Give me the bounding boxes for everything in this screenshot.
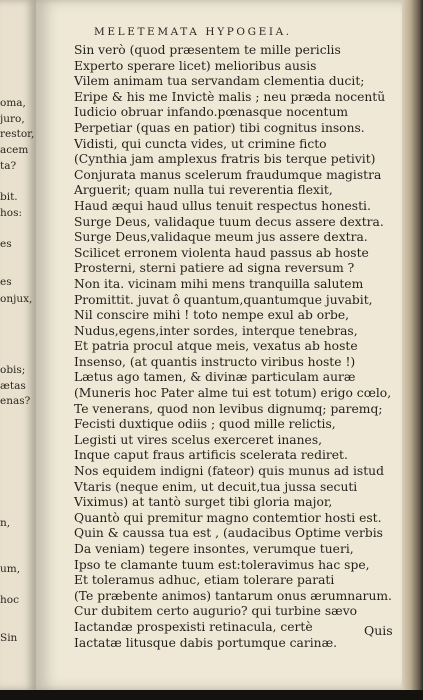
verse-text-block (74, 43, 423, 651)
left-page-fragment: restor, (0, 128, 35, 140)
left-page-fragment: onjux, (0, 293, 33, 305)
verse-line: Sin verò (quod præsentem te mille periclis (74, 43, 341, 57)
left-page-fragment: ta? (0, 160, 17, 172)
left-page-fragment: obis; (0, 364, 26, 376)
bottom-shadow (0, 690, 423, 700)
verse-line: Insenso, (at quantis instructo viribus hoste !) (74, 354, 356, 369)
verse-line: Surge Deus, validaque tuum decus assere dextra. (74, 214, 384, 229)
verse-line: Nudus,egens,inter sordes, interque tenebras, (74, 323, 358, 338)
left-page-fragment: hoc (0, 594, 19, 606)
left-page-fragment: ætas (0, 380, 26, 392)
verse-line: (Te præbente animos) tantarum onus ærumnarum. (74, 588, 392, 603)
left-page-edge (0, 0, 36, 690)
book-page (36, 0, 408, 690)
verse-line: Quantò qui premitur magno contemtior hosti est. (74, 510, 382, 525)
left-page-fragment: n, (0, 517, 11, 529)
left-page-fragment: bit. (0, 191, 18, 203)
verse-line: Prosterni, sterni patiere ad signa reversum ? (74, 261, 355, 276)
running-head: MELETEMATA HYPOGEIA. (94, 26, 292, 38)
verse-line: Iudicio obruar infando.pœnasque nocentum (74, 105, 349, 120)
left-page-fragment: acem (0, 144, 29, 156)
left-page-fragment: es (0, 238, 12, 250)
verse-line: Iactandæ prospexisti retinacula, certè (74, 619, 313, 634)
verse-line: Et toleramus adhuc, etiam tolerare parati (74, 573, 335, 588)
verse-line: Non ita. vicinam mihi mens tranquilla salutem (74, 276, 364, 291)
verse-line: Inque caput fraus artificis scelerata rediret. (74, 448, 348, 463)
left-page-fragment: um, (0, 563, 21, 575)
catchword: Quis (364, 623, 393, 638)
verse-line: Scilicet erronem violenta haud passus ab hoste (74, 245, 369, 260)
verse-line: Legisti ut vires scelus exerceret inanes, (74, 432, 323, 447)
verse-line: Nil conscire mihi ! toto nempe exul ab orbe, (74, 308, 350, 323)
verse-line: Fecisti duxtique odiis ; quod mille relictis, (74, 417, 336, 432)
verse-line: (Cynthia jam amplexus fratris bis terque petivit) (74, 152, 376, 167)
left-page-fragment: enas? (0, 395, 31, 407)
left-page-fragment: juro, (0, 113, 25, 125)
left-page-fragment: Sin (0, 632, 18, 644)
verse-line: Eripe & his me Invictè malis ; neu præda nocentũ (74, 89, 386, 104)
verse-line: Perpetiar (quas en patior) tibi cognitus insons. (74, 120, 365, 135)
verse-line: Lætus ago tamen, & divinæ particulam auræ (74, 370, 356, 385)
left-page-fragment: hos: (0, 207, 23, 219)
verse-line: Vilem animam tua servandam clementia ducit; (74, 74, 365, 89)
verse-line: Conjurata manus scelerum fraudumque magistra (74, 167, 382, 182)
verse-line: Experto sperare licet) melioribus ausis (74, 58, 317, 73)
verse-line: Arguerit; quam nulla tui reverentia flexit, (74, 183, 333, 198)
verse-line: Quin & caussa tua est , (audacibus Optime verbis (74, 526, 383, 541)
verse-line: Haud æqui haud ullus tenuit respectus honesti. (74, 198, 371, 213)
verse-line: Nos equidem indigni (fateor) quis munus ad istud (74, 464, 384, 479)
verse-line: Te venerans, quod non levibus dignumq; paremq; (74, 401, 383, 416)
verse-line: Vidisti, qui cuncta vides, ut crimine ficto (74, 136, 327, 151)
verse-line: Cur dubitem certo augurio? qui turbine sævo (74, 604, 358, 619)
page-fore-edge (402, 0, 423, 690)
left-page-fragment: es (0, 276, 12, 288)
verse-line: (Muneris hoc Pater alme tui est totum) erigo cœlo, (74, 386, 392, 401)
verse-line: Iactatæ litusque dabis portumque carinæ. (74, 635, 338, 650)
verse-line: Surge Deus,validaque meum jus assere dextra. (74, 230, 368, 245)
verse-line: Et patria procul atque meis, vexatus ab hoste (74, 339, 358, 354)
verse-line: Ipso te clamante tuum est:toleravimus hac spe, (74, 557, 370, 572)
verse-line: Vtaris (neque enim, ut decuit,tua jussa secuti (74, 479, 358, 494)
verse-line: Viximus) at tantò surget tibi gloria major, (74, 495, 333, 510)
left-page-fragment: oma, (0, 97, 26, 109)
verse-line: Promittit. juvat ô quantum,quantumque juvabit, (74, 292, 373, 307)
verse-line: Da veniam) tegere insontes, verumque tueri, (74, 542, 354, 556)
